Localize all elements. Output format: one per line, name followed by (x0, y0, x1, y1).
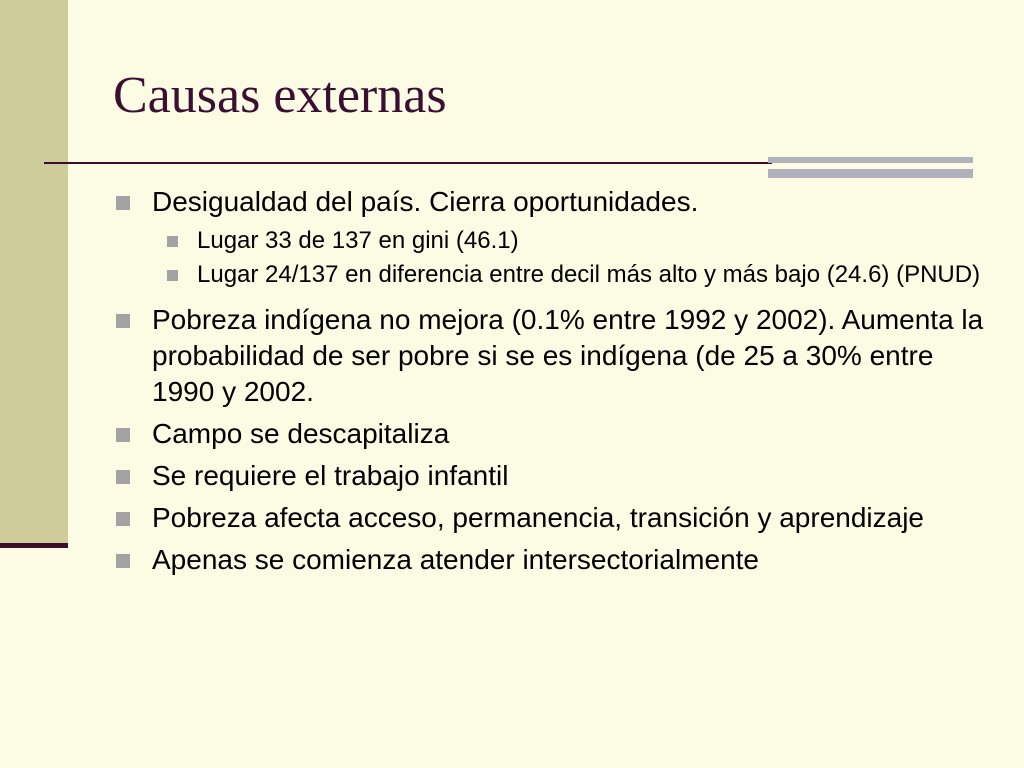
title-divider (44, 162, 772, 164)
square-bullet-icon (116, 512, 130, 526)
accent-bar-bottom (768, 169, 973, 178)
sub-bullet-item (112, 226, 992, 256)
bullet-item (112, 302, 992, 410)
sub-bullet-item (112, 260, 992, 290)
bullet-text: Pobreza afecta acceso, permanencia, transición y aprendizaje (152, 502, 924, 533)
bullet-text: Desigualdad del país. Cierra oportunidades. (152, 186, 699, 217)
square-bullet-icon (167, 236, 178, 247)
bullet-item (112, 416, 992, 452)
accent-bar-top (768, 157, 973, 163)
side-decoration-band (0, 0, 68, 548)
square-bullet-icon (116, 314, 130, 328)
square-bullet-icon (116, 470, 130, 484)
bullet-list (112, 184, 992, 584)
square-bullet-icon (116, 196, 130, 210)
slide-title: Causas externas (113, 67, 447, 124)
bullet-text: Campo se descapitaliza (152, 418, 450, 449)
bullet-text: Pobreza indígena no mejora (0.1% entre 1992 y 2002). Aumenta la probabilidad de ser pobre si se es indígena (de 25 a 30% entre 1990 y 2002. (152, 304, 984, 407)
bullet-text: Apenas se comienza atender intersectorialmente (152, 544, 760, 575)
square-bullet-icon (116, 428, 130, 442)
bullet-item (112, 184, 992, 220)
square-bullet-icon (116, 554, 130, 568)
sub-bullet-text: Lugar 33 de 137 en gini (46.1) (197, 227, 519, 254)
bullet-item (112, 458, 992, 494)
square-bullet-icon (167, 270, 178, 281)
bullet-item (112, 542, 992, 578)
side-band-bottom-line (0, 543, 68, 548)
bullet-text: Se requiere el trabajo infantil (152, 460, 509, 491)
sub-bullet-text: Lugar 24/137 en diferencia entre decil más alto y más bajo (24.6) (PNUD) (197, 261, 981, 288)
bullet-item (112, 500, 992, 536)
